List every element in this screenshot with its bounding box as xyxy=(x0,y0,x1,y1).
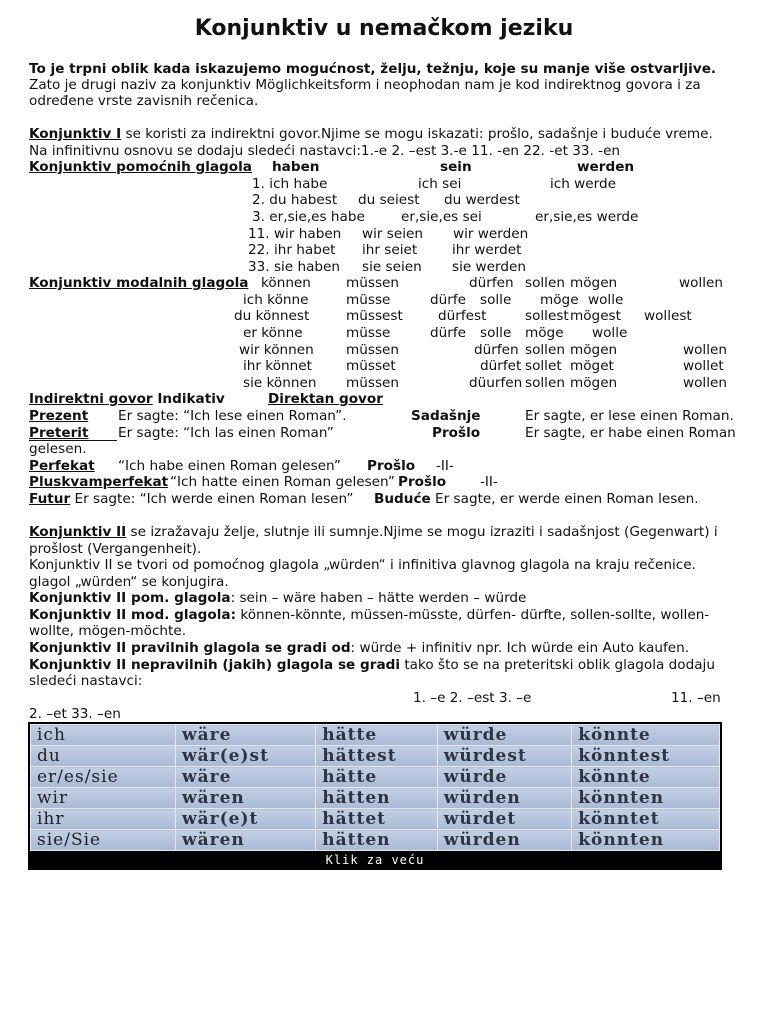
table-cell: könnten xyxy=(572,788,720,809)
pluskvamperfekat-ditto: -II- xyxy=(480,474,498,490)
aux-cell: 3. er,sie,es habe xyxy=(252,209,365,225)
table-cell: hättest xyxy=(316,746,437,767)
indirect-heading: Indirektni govor xyxy=(29,391,153,407)
table-cell: könntet xyxy=(572,809,720,830)
table-row xyxy=(31,830,720,851)
pluskvamperfekat-direct: “Ich hatte einen Roman gelesen” xyxy=(170,474,395,490)
prezent-label: Prezent xyxy=(29,408,89,424)
table-row xyxy=(31,725,720,746)
k1-line xyxy=(29,126,713,143)
aux-cell: 1. ich habe xyxy=(252,176,328,192)
k2-aux-line xyxy=(29,590,526,607)
modal-cell: mögen xyxy=(570,275,618,291)
pluskvamperfekat-label: Pluskvamperfekat xyxy=(29,474,169,490)
table-cell: wär(e)t xyxy=(176,809,316,830)
modal-cell: mögen xyxy=(570,342,618,358)
k1-text: se koristi za indirektni govor.Njime se mogu iskazati: prošlo, sadašnje i buduće vreme. xyxy=(121,126,713,142)
modal-cell: sie können xyxy=(243,375,317,391)
perfekat-ditto: -II- xyxy=(436,458,454,474)
modal-cell: mögen xyxy=(570,375,618,391)
k2-line-2: prošlost (Vergangenheit). xyxy=(29,541,202,557)
aux-label: Konjunktiv pomoćnih glagola xyxy=(29,159,252,175)
modal-cell: möge xyxy=(540,292,579,308)
modal-cell: dürfen xyxy=(474,342,519,358)
table-cell: wir xyxy=(31,788,176,809)
table-cell: ihr xyxy=(31,809,176,830)
aux-cell: 22. ihr habet xyxy=(248,242,336,258)
indirect-header xyxy=(29,391,225,408)
aux-cell: du seiest xyxy=(358,192,420,208)
table-row xyxy=(31,788,720,809)
modal-cell: müsse xyxy=(346,292,391,308)
modal-cell: wollen xyxy=(679,275,723,291)
k2-irregular-text: tako što se na preteritski oblik glagola dodaju xyxy=(400,657,715,673)
modal-cell: düurfen xyxy=(469,375,523,391)
table-cell: hätte xyxy=(316,725,437,746)
k2-irregular-continuation: sledeći nastavci: xyxy=(29,673,143,689)
prezent-direct: Er sagte: “Ich lese einen Roman”. xyxy=(118,408,347,424)
table-cell: wären xyxy=(176,788,316,809)
aux-cell: ihr seiet xyxy=(362,242,418,258)
modal-cell: dürfe xyxy=(430,292,466,308)
indikativ-heading: Indikativ xyxy=(152,391,225,407)
aux-cell: ich sei xyxy=(418,176,462,192)
modal-cell: sollen xyxy=(525,275,565,291)
aux-cell: wir seien xyxy=(362,226,424,242)
intro-bold-line: To je trpni oblik kada iskazujemo mogućnost, želju, težnju, koje su manje više ostvarljive. xyxy=(29,61,717,77)
k2-endings-b: 11. –en xyxy=(671,690,721,706)
intro-line-2: Zato je drugi naziv za konjunktiv Möglichkeitsform i neophodan nam je kod indirektnog govora i za xyxy=(29,77,701,93)
futur-indirect: Er sagte, er werde einen Roman lesen. xyxy=(430,491,699,507)
aux-cell: wir werden xyxy=(453,226,529,242)
modal-cell: dürfen xyxy=(469,275,514,291)
k1-endings: Na infinitivnu osnovu se dodaju sledeći nastavci:1.-e 2. –est 3.-e 11. -en 22. -et 33. -en xyxy=(29,143,621,159)
modal-cell: solle xyxy=(480,325,512,341)
table-cell: könnte xyxy=(572,725,720,746)
intro-line-3: određene vrste zavisnih rečenica. xyxy=(29,93,259,109)
perfekat-tense: Prošlo xyxy=(367,458,416,474)
futur-label: Futur xyxy=(29,491,71,507)
k2-regular-text: : würde + infinitiv npr. Ich würde ein Auto kaufen. xyxy=(350,640,690,656)
modal-cell: ich könne xyxy=(243,292,309,308)
futur-tense: Buduće xyxy=(374,491,431,507)
aux-header-haben: haben xyxy=(272,159,320,175)
preterit-continuation: gelesen. xyxy=(29,441,87,457)
modal-cell: dürfest xyxy=(438,308,487,324)
table-cell: wäre xyxy=(176,767,316,788)
table-cell: könnten xyxy=(572,830,720,851)
conjugation-table-image[interactable] xyxy=(28,722,722,870)
k2-mod-line xyxy=(29,607,709,624)
modal-cell: sollen xyxy=(525,375,565,391)
k2-line-4: glagol „würden“ se konjugira. xyxy=(29,574,229,590)
table-cell: er/es/sie xyxy=(31,767,176,788)
futur-line-left xyxy=(29,491,353,508)
modal-cell: wolle xyxy=(592,325,628,341)
modal-cell: möget xyxy=(570,358,614,374)
modal-cell: solle xyxy=(480,292,512,308)
table-cell: würden xyxy=(437,830,572,851)
table-cell: würdet xyxy=(437,809,572,830)
modal-cell: ihr könnet xyxy=(243,358,312,374)
table-cell: hättet xyxy=(316,809,437,830)
table-cell: würdest xyxy=(437,746,572,767)
k2-line-1 xyxy=(29,524,718,541)
k2-mod-continuation: wollte, mögen-möchte. xyxy=(29,623,187,639)
k2-mod-text: können-könnte, müssen-müsste, dürfen- dürfte, sollen-sollte, wollen- xyxy=(236,607,710,623)
preterit-label: Preterit xyxy=(29,425,89,441)
k1-label: Konjunktiv I xyxy=(29,126,122,142)
table-cell: könntest xyxy=(572,746,720,767)
modal-cell: müsse xyxy=(346,325,391,341)
modal-cell: müssen xyxy=(346,275,400,291)
modal-cell: sollen xyxy=(525,342,565,358)
table-cell: ich xyxy=(31,725,176,746)
k2-aux-text: : sein – wäre haben – hätte werden – würde xyxy=(230,590,527,606)
enlarge-caption-link[interactable]: Klik za veću xyxy=(325,853,425,867)
aux-cell: sie werden xyxy=(452,259,526,275)
k2-irregular-line xyxy=(29,657,715,674)
aux-cell: er,sie,es werde xyxy=(535,209,639,225)
table-cell: würde xyxy=(437,725,572,746)
modal-cell: dürfet xyxy=(480,358,522,374)
pluskvamperfekat-tense: Prošlo xyxy=(398,474,447,490)
modal-cell: du könnest xyxy=(234,308,310,324)
modal-cell: müssest xyxy=(346,308,403,324)
aux-cell: er,sie,es sei xyxy=(401,209,482,225)
table-cell: hätten xyxy=(316,788,437,809)
aux-cell: ihr werdet xyxy=(452,242,522,258)
modal-cell: wollen xyxy=(683,342,727,358)
prezent-tense: Sadašnje xyxy=(411,408,481,424)
aux-cell: du werdest xyxy=(444,192,520,208)
futur-direct: Er sagte: “Ich werde einen Roman lesen” xyxy=(70,491,354,507)
perfekat-label: Perfekat xyxy=(29,458,95,474)
table-cell: würden xyxy=(437,788,572,809)
modal-cell: müsset xyxy=(346,358,396,374)
table-row xyxy=(31,746,720,767)
k2-endings-a: 1. –e 2. –est 3. –e xyxy=(413,690,532,706)
page-title: Konjunktiv u nemačkom jeziku xyxy=(194,16,574,41)
table-cell: könnte xyxy=(572,767,720,788)
table-cell: wär(e)st xyxy=(176,746,316,767)
aux-header-sein: sein xyxy=(440,159,472,175)
aux-cell: 2. du habest xyxy=(252,192,338,208)
preterit-indirect: Er sagte, er habe einen Roman xyxy=(525,425,736,441)
modal-label: Konjunktiv modalnih glagola xyxy=(29,275,249,291)
aux-cell: ich werde xyxy=(550,176,617,192)
table-cell: du xyxy=(31,746,176,767)
table-cell: sie/Sie xyxy=(31,830,176,851)
k2-irregular-label: Konjunktiv II nepravilnih (jakih) glagola se gradi xyxy=(29,657,401,673)
aux-cell: sie seien xyxy=(362,259,422,275)
table-row xyxy=(31,767,720,788)
direct-heading: Direktan govor xyxy=(268,391,383,407)
aux-cell: 33. sie haben xyxy=(248,259,341,275)
k2-regular-label: Konjunktiv II pravilnih glagola se gradi od xyxy=(29,640,351,656)
k2-line-3: Konjunktiv II se tvori od pomoćnog glagola „würden“ i infinitiva glavnog glagola na kraju rečenice. xyxy=(29,557,696,573)
modal-cell: er könne xyxy=(243,325,303,341)
modal-cell: wollest xyxy=(644,308,692,324)
modal-cell: können xyxy=(261,275,311,291)
table-cell: hätten xyxy=(316,830,437,851)
modal-cell: mögest xyxy=(570,308,621,324)
table-row xyxy=(31,809,720,830)
preterit-tense: Prošlo xyxy=(432,425,481,441)
preterit-direct: Er sagte: “Ich las einen Roman” xyxy=(118,425,334,441)
perfekat-direct: “Ich habe einen Roman gelesen” xyxy=(118,458,341,474)
aux-header-werden: werden xyxy=(577,159,635,175)
k2-text: se izražavaju želje, slutnje ili sumnje.Njime se mogu izraziti i sadašnjost (Gegenwart) i xyxy=(126,524,718,540)
modal-cell: sollet xyxy=(525,358,562,374)
prezent-indirect: Er sagte, er lese einen Roman. xyxy=(525,408,734,424)
aux-cell: 11. wir haben xyxy=(248,226,342,242)
k2-endings-c: 2. –et 33. –en xyxy=(29,706,121,722)
modal-cell: möge xyxy=(525,325,564,341)
table-cell: würde xyxy=(437,767,572,788)
modal-cell: müssen xyxy=(346,342,400,358)
table-cell: hätte xyxy=(316,767,437,788)
conjugation-table xyxy=(30,724,720,851)
k2-mod-label: Konjunktiv II mod. glagola: xyxy=(29,607,236,623)
modal-cell: wir können xyxy=(239,342,314,358)
table-cell: wären xyxy=(176,830,316,851)
preterit-underline xyxy=(29,425,117,441)
modal-cell: wollet xyxy=(683,358,724,374)
table-cell: wäre xyxy=(176,725,316,746)
futur-line-right xyxy=(374,491,699,508)
modal-cell: dürfe xyxy=(430,325,466,341)
modal-cell: müssen xyxy=(346,375,400,391)
modal-cell: wolle xyxy=(588,292,624,308)
k2-aux-label: Konjunktiv II pom. glagola xyxy=(29,590,231,606)
k2-label: Konjunktiv II xyxy=(29,524,127,540)
k2-regular-line xyxy=(29,640,689,657)
modal-cell: wollen xyxy=(683,375,727,391)
modal-cell: sollest xyxy=(525,308,569,324)
